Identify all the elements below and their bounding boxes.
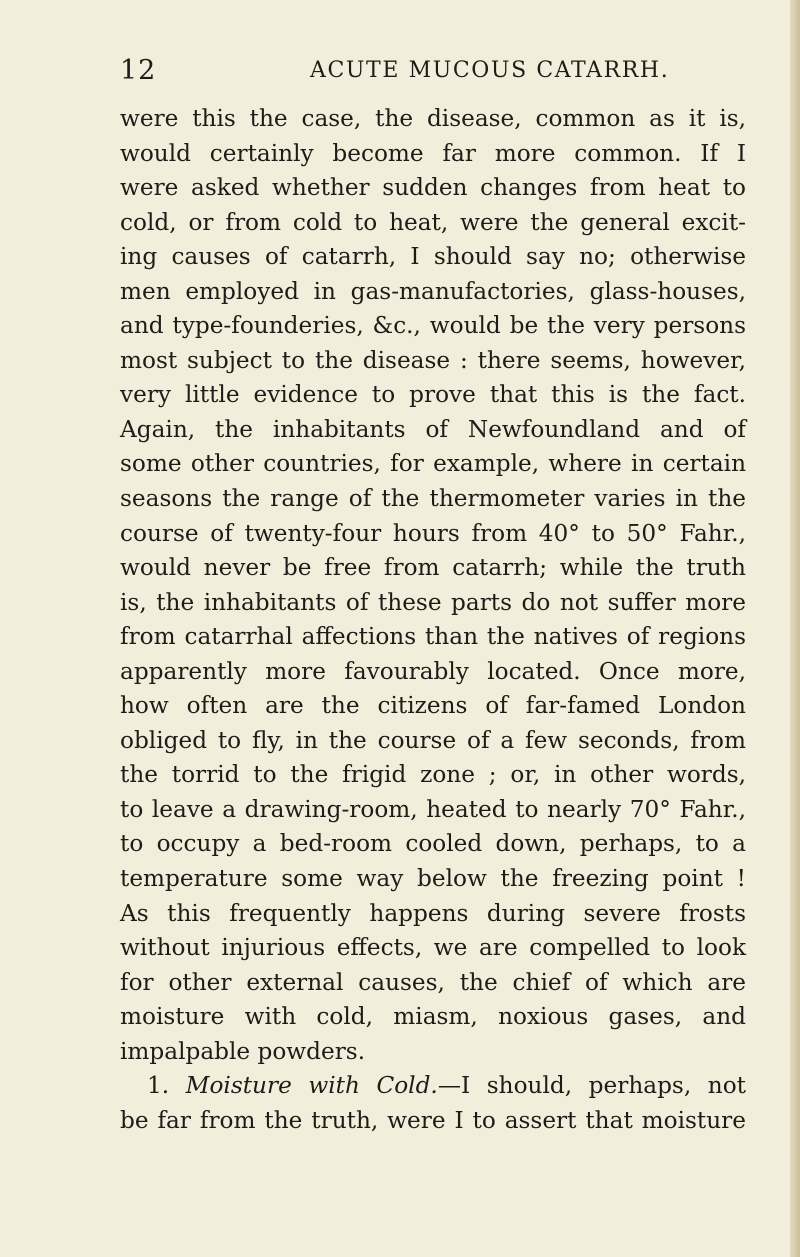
page-number: 12 <box>120 55 157 86</box>
text-line: most subject to the disease : there seems, however, <box>120 346 746 374</box>
text-line: course of twenty-four hours from 40° to 50° Fahr., <box>120 519 746 547</box>
text-line: for other external causes, the chief of which are <box>120 968 746 996</box>
text-line: were this the case, the disease, common as it is, <box>120 105 746 132</box>
text-line: apparently more favourably located. Once more, <box>120 657 746 685</box>
text-line: Again, the inhabitants of Newfoundland and of <box>120 415 746 443</box>
text-line: to occupy a bed-room cooled down, perhaps, to a <box>120 830 746 858</box>
text-line: As this frequently happens during severe frosts <box>120 899 746 927</box>
text-line: seasons the range of the thermometer varies in the <box>120 485 746 513</box>
text-line: ing causes of catarrh, I should say no; otherwise <box>120 243 746 271</box>
text-line: and type-founderies, &c., would be the very persons <box>120 312 746 340</box>
text-line: is, the inhabitants of these parts do not suffer more <box>120 588 746 616</box>
page-edge-shadow <box>790 0 800 1257</box>
page-header <box>120 55 740 89</box>
text-line: very little evidence to prove that this is the fact. <box>120 381 746 409</box>
text-line: cold, or from cold to heat, were the general excit- <box>120 208 746 236</box>
body-text <box>120 102 746 1138</box>
text-line: be far from the truth, were I to assert that moisture <box>120 1106 746 1134</box>
text-line: men employed in gas-manufactories, glass-houses, <box>120 277 746 305</box>
text-line: were asked whether sudden changes from heat to <box>120 174 746 202</box>
text-line: to leave a drawing-room, heated to nearly 70° Fahr., <box>120 795 746 823</box>
text-line: would never be free from catarrh; while the truth <box>120 554 746 582</box>
section-text: —I should, perhaps, not <box>437 1072 746 1100</box>
section-number: 1. <box>147 1072 170 1100</box>
text-line: moisture with cold, miasm, noxious gases, and <box>120 1003 746 1031</box>
text-line: temperature some way below the freezing point ! <box>120 865 746 893</box>
text-line: some other countries, for example, where in certain <box>120 450 746 478</box>
text-line: how often are the citizens of far-famed London <box>120 692 746 720</box>
text-line: obliged to fly, in the course of a few seconds, from <box>120 726 746 754</box>
text-line: without injurious effects, we are compelled to look <box>120 934 746 962</box>
text-line: from catarrhal affections than the natives of regions <box>120 623 746 651</box>
text-line: the torrid to the frigid zone ; or, in other words, <box>120 761 746 789</box>
section-first-line <box>120 1069 746 1104</box>
running-head: ACUTE MUCOUS CATARRH. <box>310 58 670 83</box>
section-heading: Moisture with Cold. <box>185 1072 438 1100</box>
text-line: impalpable powders. <box>120 1037 366 1065</box>
text-line: would certainly become far more common. If I <box>120 139 746 167</box>
